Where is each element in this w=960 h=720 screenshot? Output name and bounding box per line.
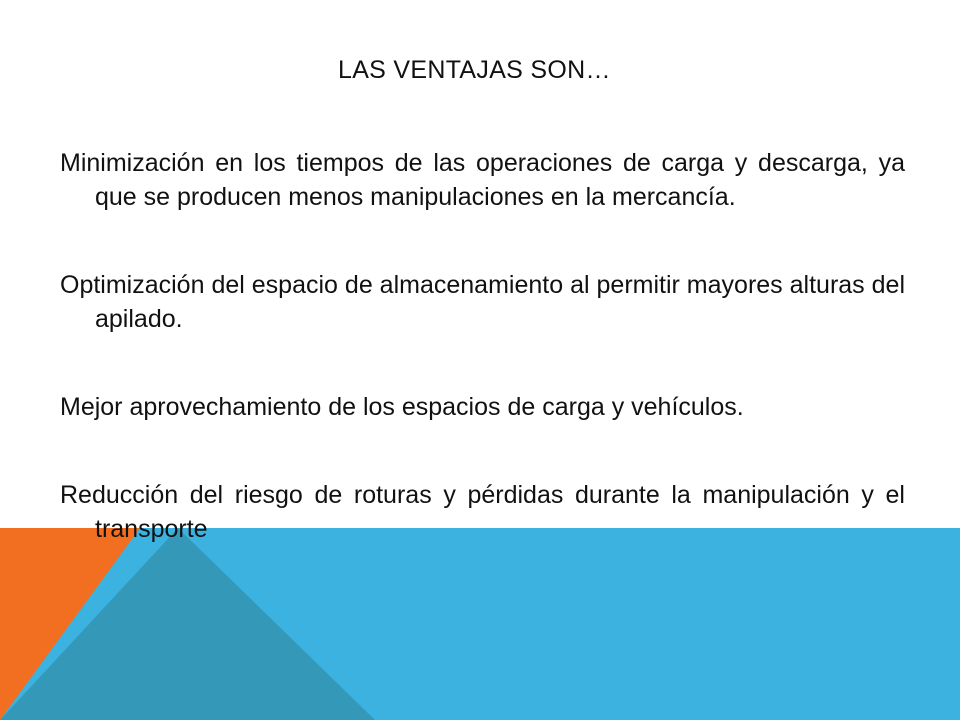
advantages-list	[60, 146, 905, 546]
advantage-item: Optimización del espacio de almacenamiento al permitir mayores alturas del apilado.	[60, 271, 905, 333]
advantage-item: Mejor aprovechamiento de los espacios de carga y vehículos.	[60, 393, 744, 421]
slide-title: LAS VENTAJAS SON…	[338, 56, 611, 84]
advantage-item: Reducción del riesgo de roturas y pérdidas durante la manipulación y el transporte	[60, 481, 905, 543]
advantage-item: Minimización en los tiempos de las operaciones de carga y descarga, ya que se producen menos manipulaciones en la mercancía.	[60, 149, 905, 211]
